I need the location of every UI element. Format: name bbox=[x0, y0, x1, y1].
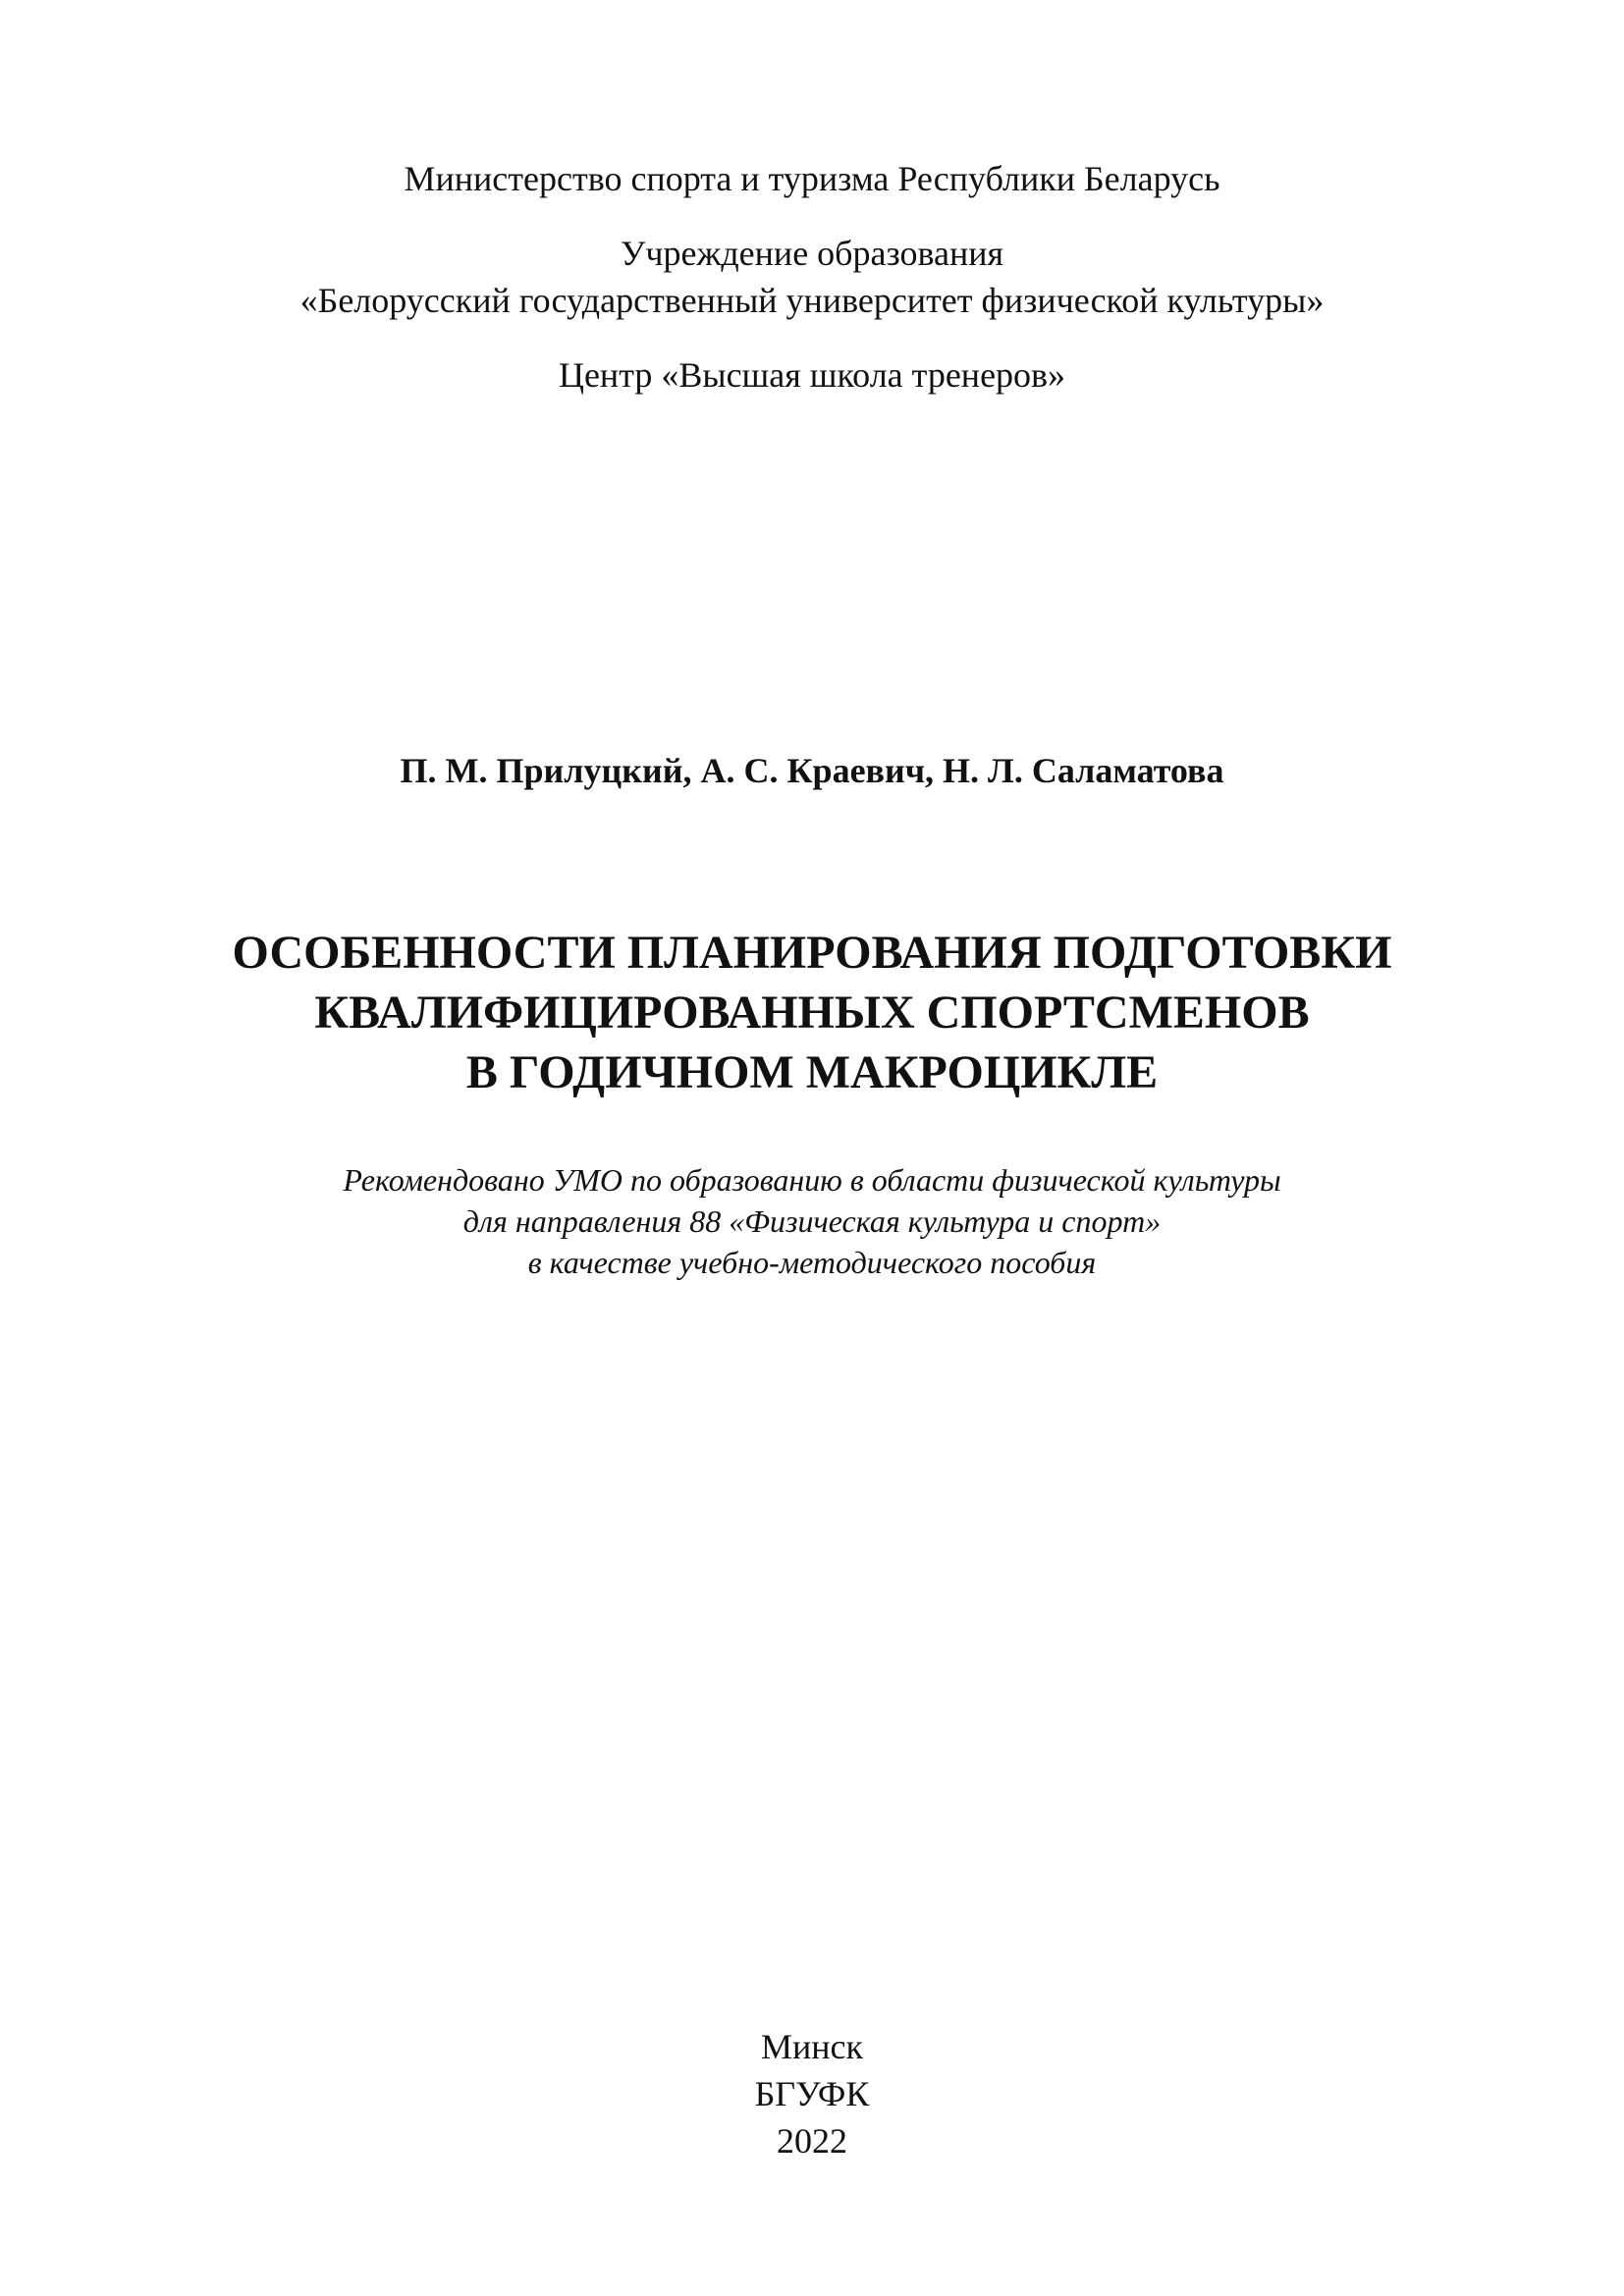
institution-label: Учреждение образования bbox=[620, 234, 1004, 273]
imprint-city: Минск bbox=[760, 2027, 863, 2066]
center-name: Центр «Высшая школа тренеров» bbox=[558, 355, 1066, 395]
title-line-3: В ГОДИЧНОМ МАКРОЦИКЛЕ bbox=[465, 1046, 1159, 1098]
title-line-2: КВАЛИФИЦИРОВАННЫХ СПОРТСМЕНОВ bbox=[314, 987, 1310, 1039]
imprint-year: 2022 bbox=[777, 2121, 847, 2161]
title-line-1: ОСОБЕННОСТИ ПЛАНИРОВАНИЯ ПОДГОТОВКИ bbox=[232, 927, 1392, 979]
authors: П. М. Прилуцкий, А. С. Краевич, Н. Л. Саламатова bbox=[400, 751, 1224, 790]
imprint-publisher: БГУФК bbox=[754, 2074, 870, 2113]
recommendation-line-3: в качестве учебно-методического пособия bbox=[527, 1245, 1097, 1280]
ministry-name: Министерство спорта и туризма Республики Беларусь bbox=[404, 159, 1220, 198]
recommendation-line-1: Рекомендовано УМО по образованию в области физической культуры bbox=[343, 1162, 1281, 1198]
recommendation-line-2: для направления 88 «Физическая культура и спорт» bbox=[462, 1203, 1162, 1239]
university-name: «Белорусский государственный университет физической культуры» bbox=[299, 281, 1325, 320]
